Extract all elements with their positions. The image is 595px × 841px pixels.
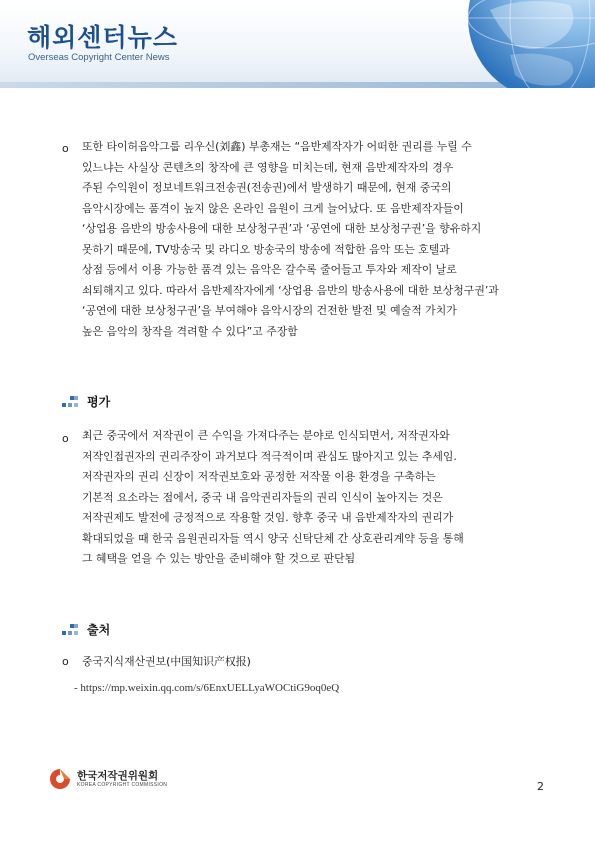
bullet-icon: o [62,142,69,155]
text-line: 쇠퇴해지고 있다. 따라서 음반제작자에게 ‘상업용 음반의 방송사용에 대한 보상청구권’과 [82,283,499,297]
paragraph-statement [82,137,548,342]
text-line: 기본적 요소라는 점에서, 중국 내 음악권리자들의 권리 인식이 높아지는 것은 [82,490,443,504]
paragraph-evaluation [82,426,548,570]
text-line: 주된 수익원이 정보네트워크전송권(전송권)에서 발생하기 때문에, 현재 중국의 [82,181,452,194]
text-line: ‘공연에 대한 보상청구권’을 부여해야 음악시장의 건전한 발전 및 예술적 가치가 [82,304,457,317]
text-line: 확대되었을 때 한국 음원권리자들 역시 양국 신탁단체 간 상호관리계약 등을 통해 [82,531,464,545]
text-line: 저작인접권자의 권리주장이 과거보다 적극적이며 관심도 많아지고 있는 추세임. [82,449,457,463]
text-line: 또한 타이허음악그룹 리우신(刘鑫) 부총재는 “음반제작자가 어떠한 권리를 누릴 수 [82,140,472,153]
newsletter-title: 해외센터뉴스 [27,23,178,52]
square-dots-icon [62,396,78,408]
section-title: 출처 [87,623,111,637]
source-name: 중국지식재산권보(中国知识产权报) [82,655,251,668]
square-dots-icon [62,624,78,636]
text-line: 그 혜택을 얻을 수 있는 방안을 준비해야 할 것으로 판단됨 [82,552,356,565]
bullet-icon: o [62,432,69,445]
page-number: 2 [537,780,544,793]
text-line: ‘상업용 음반의 방송사용에 대한 보상청구권’과 ‘공연에 대한 보상청구권’을 향유하지 [82,222,482,235]
text-line: 상점 등에서 이용 가능한 품격 있는 음악은 갈수록 줄어들고 투자와 제작이 날로 [82,263,457,276]
text-line: 못하기 때문에, TV방송국 및 라디오 방송국의 방송에 적합한 음악 또는 호텔과 [82,242,450,256]
section-title: 평가 [87,395,111,409]
newsletter-subtitle: Overseas Copyright Center News [28,52,170,63]
org-name-ko: 한국저작권위원회 [77,770,159,782]
section-heading-source [62,621,110,638]
text-line: 음악시장에는 품격이 높지 않은 온라인 음원이 크게 늘어났다. 또 음반제작자들이 [82,201,464,215]
section-heading-evaluation [62,393,110,410]
text-line: 최근 중국에서 저작권이 큰 수익을 가져다주는 분야로 인식되면서, 저작권자와 [82,429,450,442]
text-line: 저작권제도 발전에 긍정적으로 작용할 것임. 향후 중국 내 음반제작자의 권리가 [82,511,454,524]
text-line: 저작권자의 권리 신장이 저작권보호와 공정한 저작물 이용 환경을 구축하는 [82,470,436,483]
source-url-link[interactable]: - https://mp.weixin.qq.com/s/6EnxUELLyaWOCtiG9oq0eQ [74,682,340,694]
org-logo [49,768,167,790]
text-line: 있느냐는 사실상 콘텐츠의 창작에 큰 영향을 미치는데, 현재 음반제작자의 경우 [82,160,454,174]
org-name-en: KOREA COPYRIGHT COMMISSION [77,782,168,788]
bullet-icon: o [62,655,69,668]
text-line: 높은 음악의 창작을 격려할 수 있다”고 주장함 [82,324,298,338]
copyright-commission-logo-icon [49,768,71,790]
